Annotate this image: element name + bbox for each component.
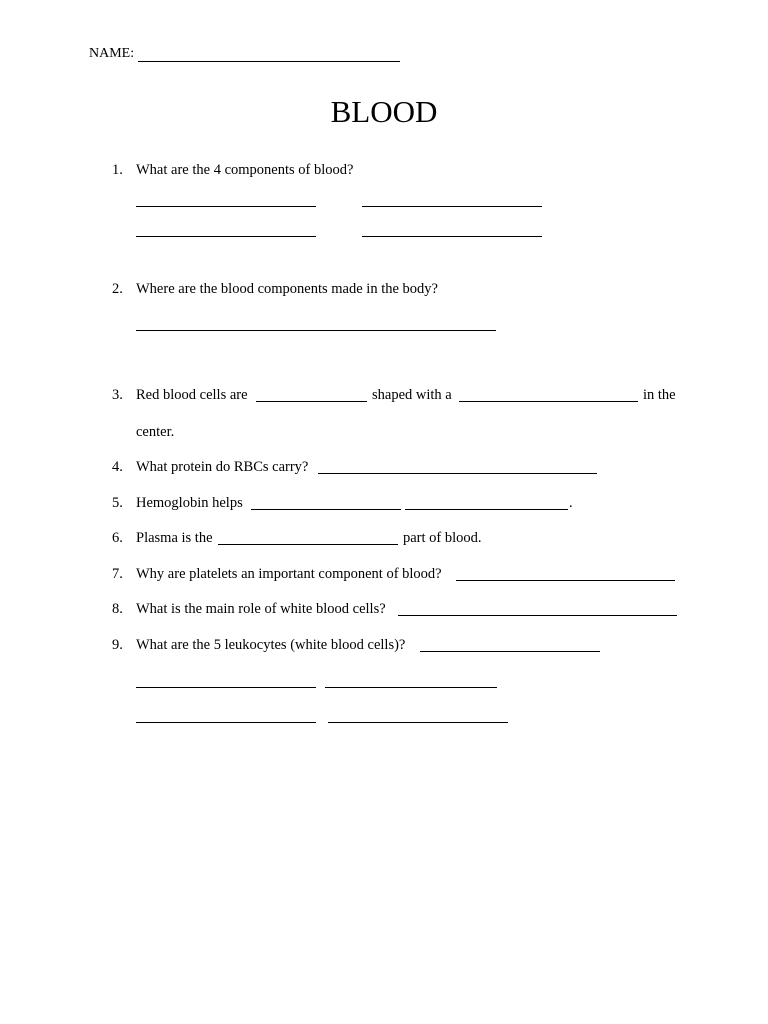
answer-blank-7[interactable] [456, 580, 675, 581]
answer-blank-1d[interactable] [362, 236, 542, 237]
answer-blank-9c[interactable] [325, 687, 497, 688]
answer-blank-1b[interactable] [362, 206, 542, 207]
question-2-text: Where are the blood components made in the body? [136, 281, 438, 297]
answer-blank-3b[interactable] [459, 401, 638, 402]
answer-blank-3a[interactable] [256, 401, 367, 402]
answer-blank-9e[interactable] [328, 722, 508, 723]
question-number-1: 1. [112, 162, 123, 178]
answer-blank-5b[interactable] [405, 509, 568, 510]
question-1-text: What are the 4 components of blood? [136, 162, 354, 178]
page-title: BLOOD [330, 94, 438, 129]
question-number-4: 4. [112, 459, 123, 475]
question-5-text: Hemoglobin helps [136, 495, 243, 511]
answer-blank-2[interactable] [136, 330, 496, 331]
answer-blank-9d[interactable] [136, 722, 316, 723]
answer-blank-6[interactable] [218, 544, 398, 545]
answer-blank-8[interactable] [398, 615, 677, 616]
question-9-text: What are the 5 leukocytes (white blood cells)? [136, 637, 406, 653]
question-3-text-a: Red blood cells are [136, 387, 248, 403]
question-number-6: 6. [112, 530, 123, 546]
answer-blank-1c[interactable] [136, 236, 316, 237]
question-8-text: What is the main role of white blood cells? [136, 601, 386, 617]
name-blank[interactable] [138, 61, 400, 62]
question-number-2: 2. [112, 281, 123, 297]
question-6-suffix: part of blood. [403, 530, 482, 546]
answer-blank-4[interactable] [318, 473, 597, 474]
question-number-7: 7. [112, 566, 123, 582]
answer-blank-9a[interactable] [420, 651, 600, 652]
question-3-text-b: shaped with a [372, 387, 452, 403]
answer-blank-9b[interactable] [136, 687, 316, 688]
question-5-suffix: . [569, 495, 573, 511]
answer-blank-1a[interactable] [136, 206, 316, 207]
question-6-text: Plasma is the [136, 530, 213, 546]
question-3-continuation: center. [136, 424, 175, 440]
question-number-8: 8. [112, 601, 123, 617]
name-label: NAME: [89, 46, 135, 61]
question-4-text: What protein do RBCs carry? [136, 459, 309, 475]
question-3-text-c: in the [643, 387, 676, 403]
question-number-9: 9. [112, 637, 123, 653]
question-7-text: Why are platelets an important component of blood? [136, 566, 442, 582]
answer-blank-5a[interactable] [251, 509, 401, 510]
question-number-5: 5. [112, 495, 123, 511]
question-number-3: 3. [112, 387, 123, 403]
